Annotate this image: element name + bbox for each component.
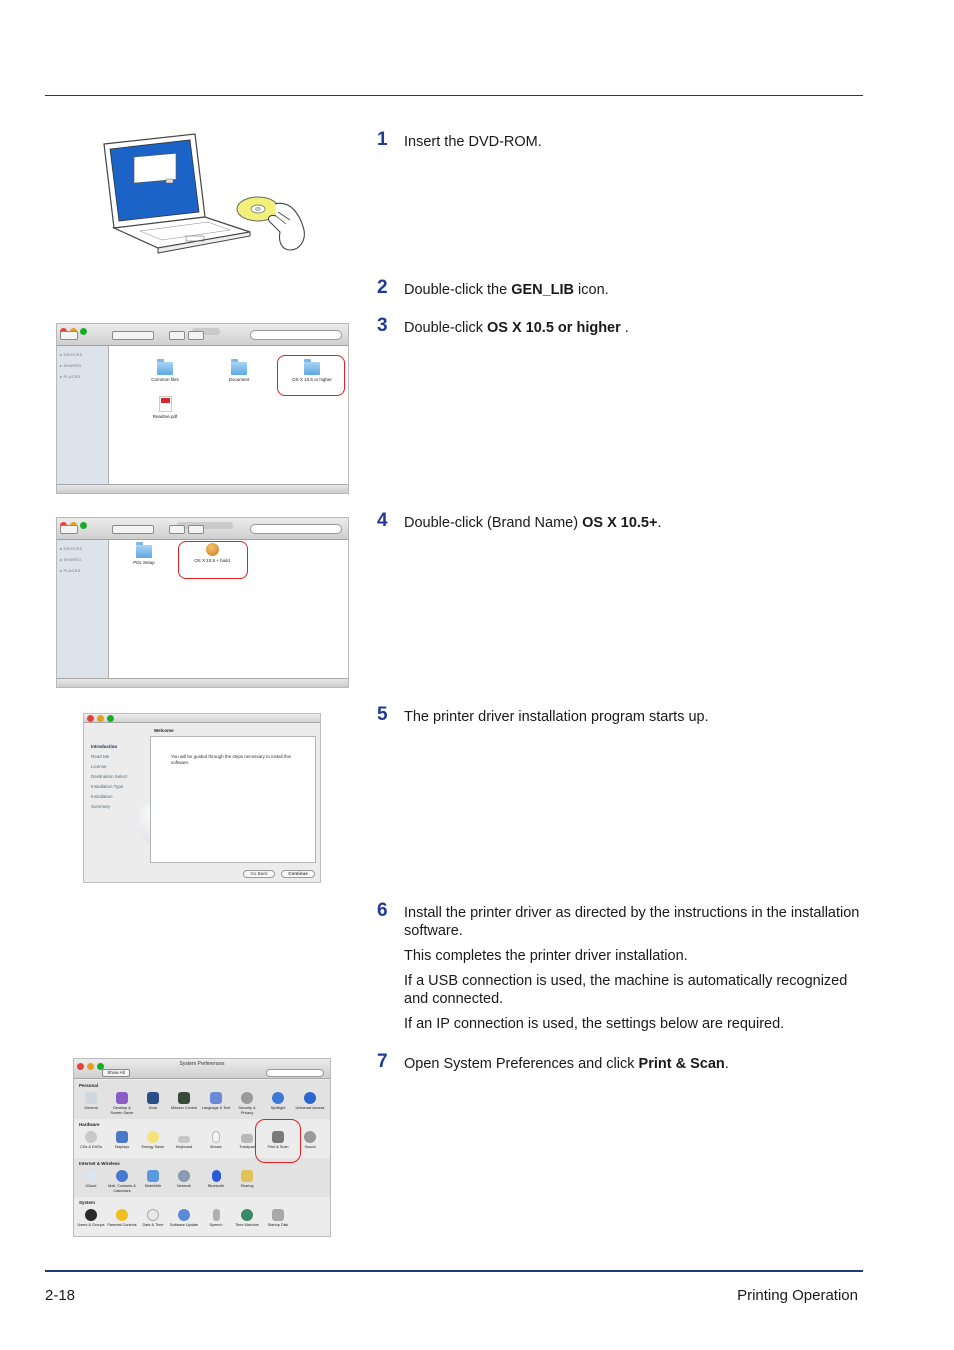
step-number: 6 xyxy=(377,900,388,921)
sidebar-item-devices[interactable]: ▸ DEVICES xyxy=(60,546,83,551)
step-1 xyxy=(377,129,867,151)
mobileme-icon xyxy=(147,1170,159,1182)
window-titlebar xyxy=(84,714,320,723)
step-number: 4 xyxy=(377,510,388,531)
step-text: Open System Preferences and click Print & Scan. xyxy=(404,1056,729,1072)
header-rule xyxy=(45,95,863,96)
sharing-folder-icon xyxy=(241,1170,253,1182)
step-4 xyxy=(377,510,867,532)
search-input[interactable] xyxy=(250,524,342,534)
quick-look-button[interactable] xyxy=(169,525,185,534)
globe-icon xyxy=(178,1170,190,1182)
pref-mouse[interactable]: Mouse xyxy=(201,1131,231,1150)
gen-lib-label: GEN_LIB xyxy=(511,282,575,298)
pref-mobileme[interactable]: MobileMe xyxy=(138,1170,168,1189)
step-number: 5 xyxy=(377,704,388,725)
close-icon[interactable] xyxy=(87,715,94,722)
step-number: 1 xyxy=(377,129,388,150)
window-titlebar xyxy=(57,518,348,540)
step-3 xyxy=(377,315,867,337)
status-bar xyxy=(57,484,348,493)
general-icon xyxy=(85,1092,97,1104)
speaker-icon xyxy=(304,1131,316,1143)
os-x-package-label: OS X 10.5+ xyxy=(582,515,658,531)
view-mode-buttons[interactable] xyxy=(112,331,154,340)
installer-step-read-me: Read Me xyxy=(91,754,110,759)
microphone-icon xyxy=(213,1209,220,1221)
pref-desktop[interactable]: Desktop & Screen Saver xyxy=(107,1092,137,1115)
step-7 xyxy=(377,1051,867,1073)
category-system: System Users & Groups Parental Controls Date & Time Software Update Speech Time Machine Startup Disk xyxy=(74,1197,330,1236)
step-text: Double-click the GEN_LIB icon. xyxy=(404,282,609,298)
category-hardware: Hardware CDs & DVDs Displays Energy Saver Keyboard Mouse Trackpad Print & Scan Sound xyxy=(74,1119,330,1158)
installer-message: You will be guided through the steps necessary to install this software. xyxy=(171,754,291,765)
search-input[interactable] xyxy=(250,330,342,340)
spotlight-icon xyxy=(272,1092,284,1104)
folder-common-files[interactable]: Common files xyxy=(140,362,190,382)
section-title: Printing Operation xyxy=(737,1287,858,1304)
os-x-folder-label: OS X 10.5 or higher xyxy=(487,320,621,336)
step-6 xyxy=(377,900,867,1033)
pref-trackpad[interactable]: Trackpad xyxy=(232,1131,262,1150)
zoom-icon[interactable] xyxy=(80,328,87,335)
mission-control-icon xyxy=(178,1092,190,1104)
at-sign-icon xyxy=(116,1170,128,1182)
search-input[interactable] xyxy=(266,1069,324,1077)
step-number: 7 xyxy=(377,1051,388,1072)
finder-sidebar xyxy=(57,540,109,678)
time-machine-icon xyxy=(241,1209,253,1221)
highlight-circle xyxy=(178,541,248,579)
finder-sidebar xyxy=(57,346,109,484)
finder-window-os-x xyxy=(56,517,349,688)
folder-icon xyxy=(136,545,152,558)
folder-icon xyxy=(157,362,173,375)
step-text: Insert the DVD-ROM. xyxy=(404,134,542,150)
pref-language[interactable]: Language & Text xyxy=(201,1092,231,1111)
sidebar-item-devices[interactable]: ▸ DEVICES xyxy=(60,352,83,357)
installer-step-destination: Destination Select xyxy=(91,774,128,779)
installer-content-panel xyxy=(150,736,316,863)
installer-steps-list xyxy=(91,744,127,814)
view-mode-buttons[interactable] xyxy=(112,525,154,534)
installer-step-installation: Installation xyxy=(91,794,113,799)
system-preferences-window xyxy=(73,1058,331,1237)
installer-window xyxy=(83,713,321,883)
users-icon xyxy=(85,1209,97,1221)
pref-time-machine[interactable]: Time Machine xyxy=(232,1209,262,1228)
pref-displays[interactable]: Displays xyxy=(107,1131,137,1150)
package-os-x-10-5-build[interactable]: OS X 10.5 + build xyxy=(187,543,237,563)
pref-icloud[interactable]: iCloud xyxy=(76,1170,106,1189)
footer-rule xyxy=(45,1270,863,1272)
lightbulb-icon xyxy=(147,1131,159,1143)
zoom-icon[interactable] xyxy=(107,715,114,722)
pref-parental-controls[interactable]: Parental Controls xyxy=(107,1209,137,1228)
pref-mail-contacts[interactable]: Mail, Contacts & Calendars xyxy=(107,1170,137,1193)
pref-dock[interactable]: Dock xyxy=(138,1092,168,1111)
show-all-button[interactable]: Show All xyxy=(102,1069,130,1077)
installer-step-license: License xyxy=(91,764,107,769)
pref-sharing[interactable]: Sharing xyxy=(232,1170,262,1189)
sidebar-item-shared[interactable]: ▸ SHARED xyxy=(60,363,82,368)
pref-general[interactable]: General xyxy=(76,1092,106,1111)
finder-window-gen-lib xyxy=(56,323,349,494)
category-personal: Personal General Desktop & Screen Saver Dock Mission Control Language & Text Security & Privacy Spotlight Universal Access xyxy=(74,1080,330,1119)
flag-icon xyxy=(210,1092,222,1104)
pdf-icon xyxy=(159,396,172,412)
sidebar-item-shared[interactable]: ▸ SHARED xyxy=(60,557,82,562)
pref-network[interactable]: Network xyxy=(169,1170,199,1189)
category-internet-wireless: Internet & Wireless iCloud Mail, Contacts & Calendars MobileMe Network Bluetooth Sharing xyxy=(74,1158,330,1197)
pref-keyboard[interactable]: Keyboard xyxy=(169,1131,199,1150)
highlight-circle xyxy=(255,1119,301,1163)
window-titlebar xyxy=(57,324,348,346)
mouse-icon xyxy=(212,1131,220,1143)
lock-icon xyxy=(241,1092,253,1104)
display-icon xyxy=(116,1131,128,1143)
print-scan-label: Print & Scan xyxy=(638,1056,725,1072)
pref-print-scan[interactable]: Print & Scan xyxy=(263,1131,293,1150)
step-text: The printer driver installation program starts up. xyxy=(404,709,709,725)
folder-icon xyxy=(231,362,247,375)
go-back-button[interactable]: Go Back xyxy=(243,870,275,878)
step-note: If an IP connection is used, the settings below are required. xyxy=(404,1016,785,1032)
step-5 xyxy=(377,704,867,726)
sidebar-item-places[interactable]: ▸ PLACES xyxy=(60,374,81,379)
window-title: System Preferences xyxy=(179,1061,225,1067)
highlight-circle xyxy=(277,355,345,396)
folder-os-x-10-5-or-higher[interactable]: OS X 10.5 or higher xyxy=(287,362,337,382)
pref-cds-dvds[interactable]: CDs & DVDs xyxy=(76,1131,106,1150)
sidebar-item-places[interactable]: ▸ PLACES xyxy=(60,568,81,573)
cloud-icon xyxy=(85,1170,97,1182)
pref-bluetooth[interactable]: Bluetooth xyxy=(201,1170,231,1189)
pref-spotlight[interactable]: Spotlight xyxy=(263,1092,293,1111)
installer-step-summary: Summary xyxy=(91,804,111,809)
minimize-icon[interactable] xyxy=(97,715,104,722)
desktop-icon xyxy=(116,1092,128,1104)
trackpad-icon xyxy=(241,1134,253,1143)
pref-security[interactable]: Security & Privacy xyxy=(232,1092,262,1115)
continue-button[interactable]: Continue xyxy=(281,870,315,878)
file-readme-pdf[interactable]: Readme.pdf xyxy=(140,396,190,419)
laptop-dvd-illustration xyxy=(100,132,310,257)
installer-heading: Welcome xyxy=(154,728,174,733)
pref-date-time[interactable]: Date & Time xyxy=(138,1209,168,1228)
disc-icon xyxy=(85,1131,97,1143)
step-number: 3 xyxy=(377,315,388,336)
installer-step-installation-type: Installation Type xyxy=(91,784,124,789)
step-note: If a USB connection is used, the machine is automatically recognized and connected. xyxy=(404,973,848,1007)
dock-icon xyxy=(147,1092,159,1104)
pref-startup-disk[interactable]: Startup Disk xyxy=(263,1209,293,1228)
pref-speech[interactable]: Speech xyxy=(201,1209,231,1228)
step-number: 2 xyxy=(377,277,388,298)
back-forward-button[interactable] xyxy=(60,525,78,534)
keyboard-icon xyxy=(178,1136,190,1143)
window-titlebar xyxy=(74,1059,330,1079)
page-number: 2-18 xyxy=(45,1287,76,1304)
back-forward-button[interactable] xyxy=(60,331,78,340)
parental-controls-icon xyxy=(116,1209,128,1221)
step-text: Install the printer driver as directed by the instructions in the installation software. xyxy=(404,905,860,939)
step-text: Double-click OS X 10.5 or higher . xyxy=(404,320,629,336)
action-gear-button[interactable] xyxy=(188,331,204,340)
update-icon xyxy=(178,1209,190,1221)
zoom-icon[interactable] xyxy=(80,522,87,529)
status-bar xyxy=(57,678,348,687)
step-text: Double-click (Brand Name) OS X 10.5+. xyxy=(404,515,662,531)
pref-sound[interactable]: Sound xyxy=(295,1131,325,1150)
window-title-blurred xyxy=(177,522,233,529)
step-2 xyxy=(377,277,867,299)
pref-mission-control[interactable]: Mission Control xyxy=(169,1092,199,1111)
pref-users-groups[interactable]: Users & Groups xyxy=(76,1209,106,1228)
quick-look-button[interactable] xyxy=(169,331,185,340)
clock-icon xyxy=(147,1209,159,1221)
action-gear-button[interactable] xyxy=(188,525,204,534)
installer-step-introduction: Introduction xyxy=(91,744,118,749)
pref-energy-saver[interactable]: Energy Saver xyxy=(138,1131,168,1150)
disk-icon xyxy=(272,1209,284,1221)
folder-document[interactable]: Document xyxy=(214,362,264,382)
pref-software-update[interactable]: Software Update xyxy=(169,1209,199,1228)
bluetooth-icon xyxy=(212,1170,221,1182)
accessibility-icon xyxy=(304,1092,316,1104)
pref-universal-access[interactable]: Universal Access xyxy=(295,1092,325,1111)
step-note: This completes the printer driver installation. xyxy=(404,948,688,964)
folder-pdl-setup[interactable]: PDL Setup xyxy=(119,545,169,565)
